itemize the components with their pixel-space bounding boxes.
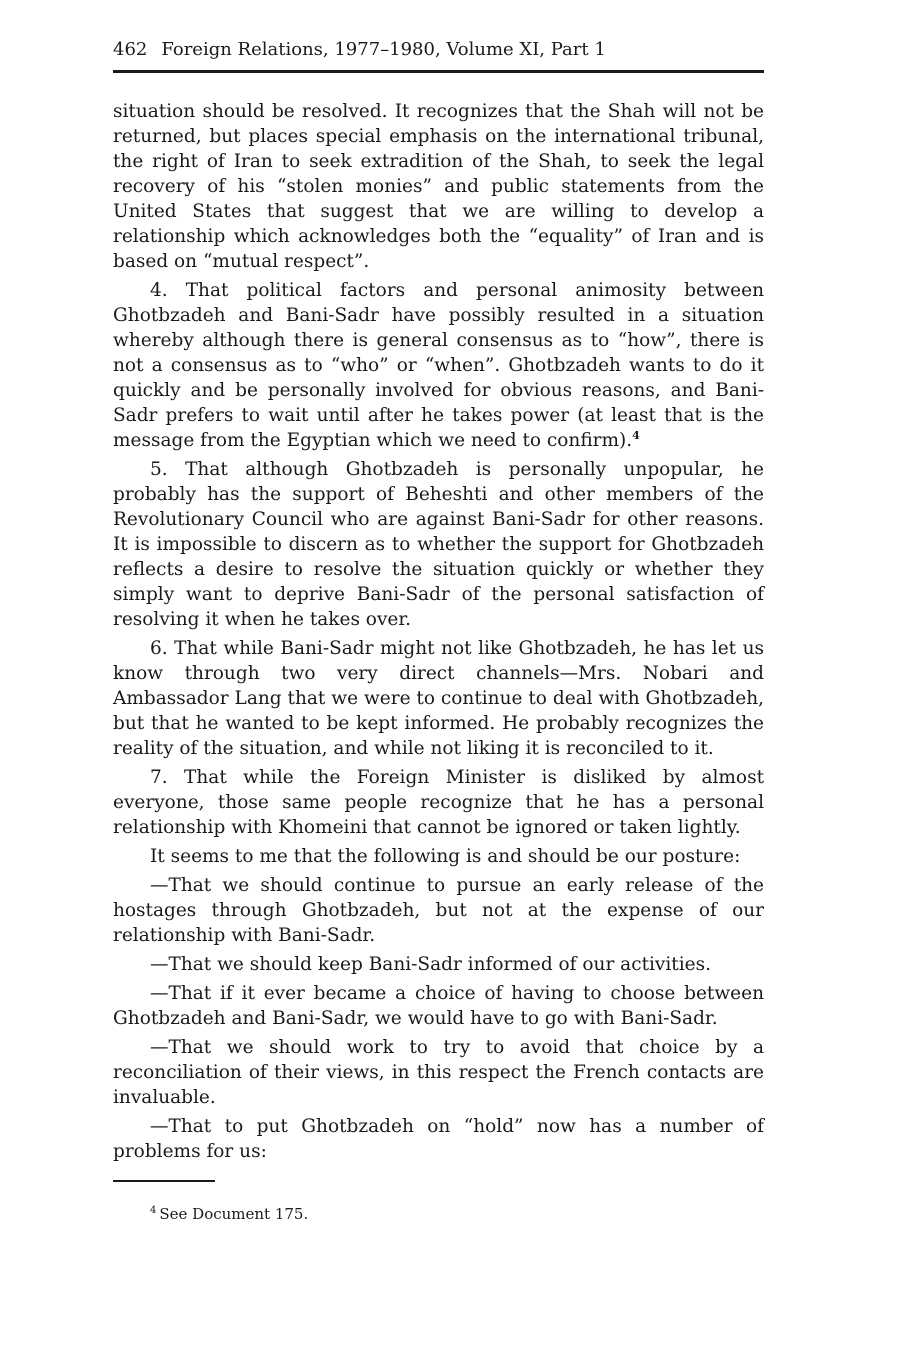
body-text: [113, 99, 764, 1168]
paragraph: —That we should work to try to avoid that choice by a reconciliation of their views, in this respect the French contacts are invaluable.: [113, 1037, 764, 1108]
paragraph: 7. That while the Foreign Minister is disliked by almost everyone, those same people recognize that he has a personal relationship with Khomeini that cannot be ignored or taken lightly.: [113, 767, 764, 838]
footnote-reference[interactable]: 4: [632, 428, 640, 442]
paragraph: —That we should keep Bani-Sadr informed of our activities.: [150, 954, 711, 975]
page-number: 462: [113, 39, 148, 60]
paragraph: 6. That while Bani-Sadr might not like Ghotbzadeh, he has let us know through two very direct channels—Mrs. Nobari and Ambassador Lang that we were to continue to deal with Ghotbzadeh, but that he wanted to be kept informed. He probably recognizes the reality of the situation, and while not liking it is reconciled to it.: [113, 638, 764, 759]
footnote-number: 4: [150, 1205, 157, 1216]
paragraph: —That to put Ghotbzadeh on “hold” now has a number of problems for us:: [113, 1116, 764, 1162]
footnote-divider: [113, 1180, 215, 1182]
paragraph: —That we should continue to pursue an early release of the hostages through Ghotbzadeh, but not at the expense of our relationship with Bani-Sadr.: [113, 875, 764, 946]
paragraph: —That if it ever became a choice of having to choose between Ghotbzadeh and Bani-Sadr, we would have to go with Bani-Sadr.: [113, 983, 764, 1029]
paragraph: situation should be resolved. It recognizes that the Shah will not be returned, but places special emphasis on the international tribunal, the right of Iran to seek extradition of the Shah, to seek the legal recovery of his “stolen monies” and public statements from the United States that suggest that we are willing to develop a relationship which acknowledges both the “equality” of Iran and is based on “mutual respect”.: [113, 101, 764, 272]
footnote-text: See Document 175.: [159, 1205, 309, 1223]
paragraph: [113, 278, 764, 453]
paragraph: 5. That although Ghotbzadeh is personally unpopular, he probably has the support of Beheshti and other members of the Revolutionary Council who are against Bani-Sadr for other reasons. It is impossible to discern as to whether the support for Ghotbzadeh reflects a desire to resolve the situation quickly or whether they simply want to deprive Bani-Sadr of the personal satisfaction of resolving it when he takes over.: [113, 459, 764, 630]
footnote: [150, 1204, 308, 1224]
paragraph-text: 4. That political factors and personal animosity between Ghotbzadeh and Bani-Sadr have possibly resulted in a situation whereby although there is general consensus as to “how”, there is not a consensus as to “who” or “when”. Ghotbzadeh wants to do it quickly and be personally involved for obvious reasons, and Bani-Sadr prefers to wait until after he takes power (at least that is the message from the Egyptian which we need to confirm).: [113, 280, 764, 451]
paragraph: It seems to me that the following is and should be our posture:: [150, 846, 741, 867]
running-title: Foreign Relations, 1977–1980, Volume XI, Part 1: [161, 39, 606, 60]
running-header: [113, 38, 764, 73]
